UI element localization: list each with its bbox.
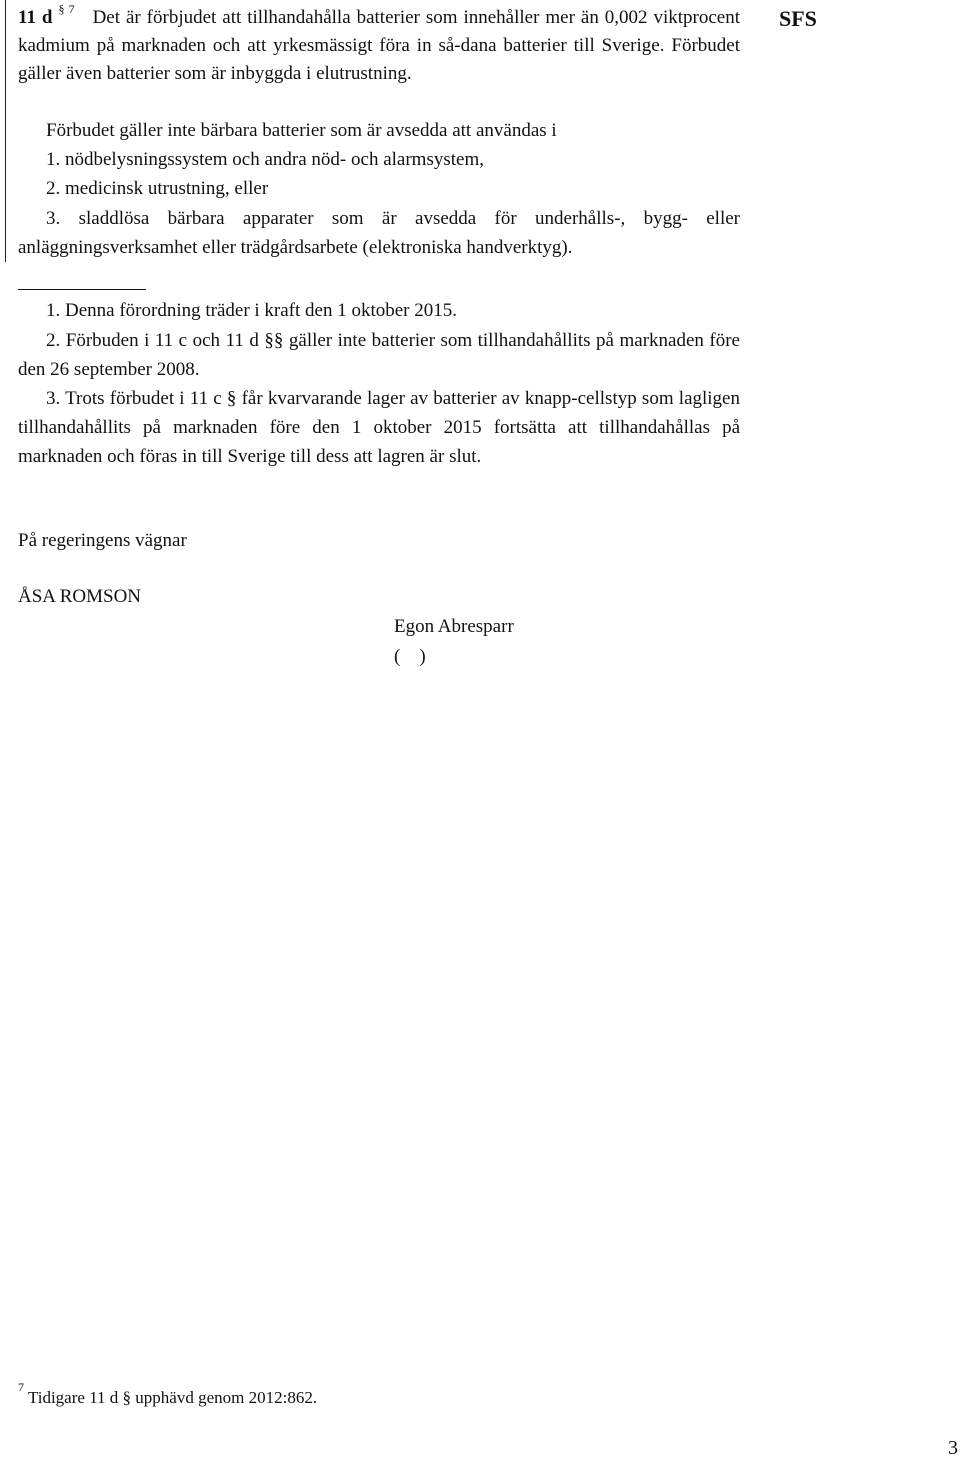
- section-number: 11 d: [18, 7, 53, 28]
- footnote-ref: 7: [68, 1, 75, 16]
- department-reference: ( ): [394, 646, 426, 667]
- list-item-3: 3. sladdlösa bärbara apparater som är avsedda för underhålls-, bygg- eller anläggningsverksamhet eller trädgårdsarbete (elektroniska handverktyg).: [18, 208, 740, 258]
- footnote-number: 7: [18, 1380, 24, 1395]
- list-item-1: 1. nödbelysningssystem och andra nöd- och alarmsystem,: [46, 149, 484, 170]
- main-paragraph: Det är förbjudet att tillhandahålla batterier som innehåller mer än 0,002 viktprocent kadmium på marknaden och att yrkesmässigt föra in så-dana batterier till Sverige. Förbudet gäller även batterier som är inbyggda i elutrustning.: [18, 7, 741, 84]
- on-behalf-text: På regeringens vägnar: [18, 530, 187, 551]
- page-number: 3: [948, 1437, 958, 1459]
- minister-name: ÅSA ROMSON: [18, 586, 142, 607]
- transitional-2: 2. Förbuden i 11 c och 11 d §§ gäller inte batterier som tillhandahållits på marknaden före den 26 september 2008.: [18, 330, 740, 380]
- footnote: [18, 1380, 318, 1411]
- divider-rule: [18, 289, 146, 290]
- sfs-mark: SFS: [779, 6, 817, 31]
- transitional-1: 1. Denna förordning träder i kraft den 1 oktober 2015.: [46, 300, 458, 321]
- exception-intro: Förbudet gäller inte bärbara batterier som är avsedda att användas i: [46, 120, 557, 141]
- transitional-3: 3. Trots förbudet i 11 c § får kvarvarande lager av batterier av knapp-cellstyp som lagligen tillhandahållits på marknaden före den 1 oktober 2015 fortsätta att tillhandahållas på marknaden och föras in till Sverige till dess att lagren är slut.: [18, 388, 740, 467]
- official-name: Egon Abresparr: [394, 616, 514, 637]
- list-item-2: 2. medicinsk utrustning, eller: [46, 178, 269, 199]
- section-paragraph: 11 d § $^7$ Det är förbjudet att tillhandahålla batterier som innehåller mer än 0,002 viktprocent kadmium på marknaden och att yrkesmässigt föra in så-dana batterier till Sverige. Förbudet gäller även batterier som är inbyggda i elutrustning.: [18, 1, 741, 84]
- footnote-text: Tidigare 11 d § upphävd genom 2012:862.: [27, 1388, 318, 1407]
- change-bar: [5, 0, 6, 262]
